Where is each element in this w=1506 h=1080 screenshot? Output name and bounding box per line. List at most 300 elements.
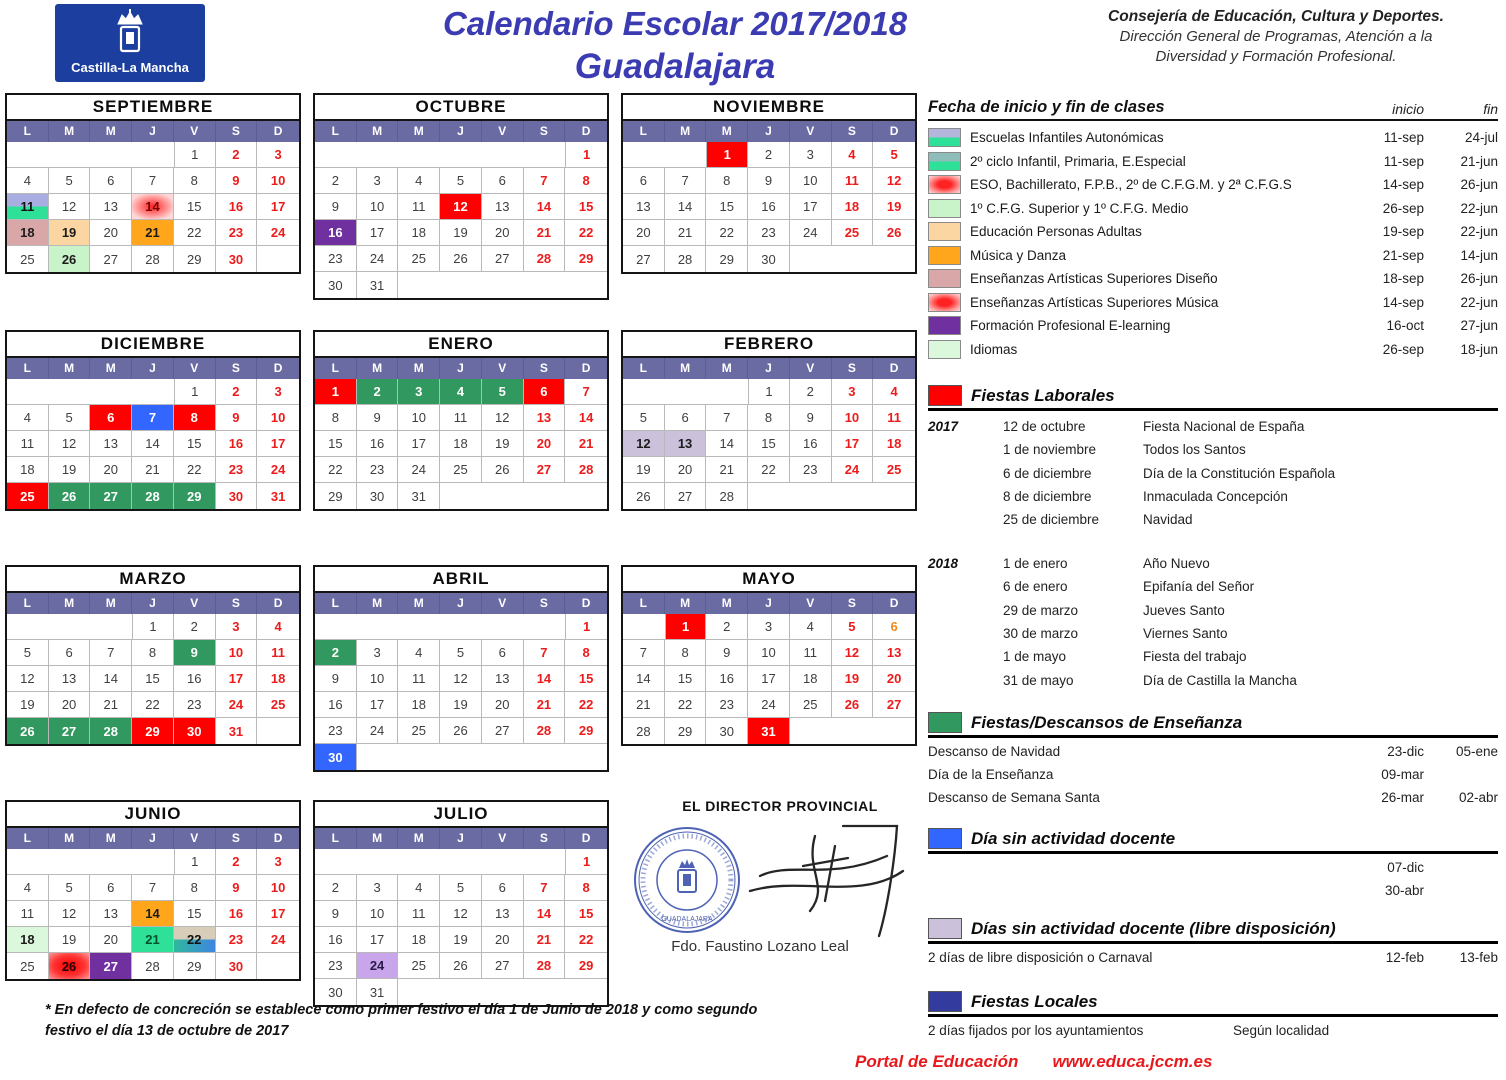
day-cell: 5 [623, 405, 665, 431]
empty-cell [440, 272, 482, 298]
day-header: S [832, 593, 874, 614]
dia-sin-actividad-header [928, 828, 1498, 854]
day-cell: 16 [315, 927, 357, 953]
descanso-row [928, 786, 1498, 809]
day-cell: 5 [440, 168, 482, 194]
empty-cell [49, 379, 91, 405]
fiestas-laborales-2017 [928, 415, 1498, 531]
day-cell: 15 [315, 431, 357, 457]
day-header: M [665, 593, 707, 614]
descanso-row [928, 763, 1498, 786]
empty-cell [7, 379, 49, 405]
day-header: L [315, 828, 357, 849]
day-cell: 26 [49, 246, 91, 272]
legend-swatch [928, 152, 961, 171]
fiesta-name: Fiesta Nacional de España [1143, 419, 1305, 435]
legend-fin: 22-jun [1460, 200, 1498, 216]
day-cell: 8 [565, 640, 607, 666]
day-header: L [623, 121, 665, 142]
legend-swatch [928, 246, 961, 265]
day-cell: 15 [706, 194, 748, 220]
day-cell: 15 [565, 901, 607, 927]
day-header: M [398, 828, 440, 849]
empty-cell [482, 142, 524, 168]
day-cell: 1 [565, 142, 607, 168]
day-header-row [7, 358, 299, 379]
day-header: L [7, 593, 49, 614]
day-cell: 9 [315, 194, 357, 220]
day-cell: 8 [174, 875, 216, 901]
day-cell: 28 [132, 953, 174, 979]
month-grid [315, 614, 607, 770]
day-cell: 24 [357, 953, 399, 979]
day-header: J [132, 593, 174, 614]
day-cell: 9 [315, 666, 357, 692]
month-julio [313, 800, 609, 1007]
day-cell: 15 [748, 431, 790, 457]
day-header: V [482, 121, 524, 142]
day-cell: 13 [482, 194, 524, 220]
empty-cell [357, 744, 399, 770]
day-cell: 10 [357, 194, 399, 220]
day-cell: 8 [315, 405, 357, 431]
day-cell: 24 [357, 718, 399, 744]
day-header-row [315, 593, 607, 614]
legend-row [928, 267, 1498, 291]
day-header: L [7, 828, 49, 849]
empty-cell [790, 718, 832, 744]
day-cell: 20 [873, 666, 915, 692]
day-header-row [315, 121, 607, 142]
day-cell: 6 [665, 405, 707, 431]
day-cell: 8 [706, 168, 748, 194]
day-cell: 1 [565, 849, 607, 875]
day-cell: 25 [398, 953, 440, 979]
day-cell: 10 [398, 405, 440, 431]
day-cell: 9 [790, 405, 832, 431]
empty-cell [132, 142, 174, 168]
day-header: L [315, 358, 357, 379]
footer [855, 1052, 1246, 1072]
day-cell: 20 [482, 927, 524, 953]
libre-disposicion-rows [928, 946, 1498, 969]
fiesta-name: Día de Castilla la Mancha [1143, 672, 1297, 688]
day-cell: 7 [524, 168, 566, 194]
day-cell: 30 [748, 246, 790, 272]
day-cell: 15 [132, 666, 174, 692]
empty-cell [524, 744, 566, 770]
org-line2: Dirección General de Programas, Atención a la [1119, 28, 1433, 45]
day-header-row [7, 593, 299, 614]
empty-cell [524, 142, 566, 168]
day-header: D [581, 124, 591, 138]
day-cell: 18 [873, 431, 915, 457]
fiesta-date: 1 de mayo [1003, 649, 1067, 665]
day-header: V [482, 358, 524, 379]
legend-row [928, 173, 1498, 197]
day-header: J [132, 828, 174, 849]
empty-cell [482, 744, 524, 770]
day-cell: 20 [90, 927, 132, 953]
day-cell: 16 [315, 220, 357, 246]
day-header: S [524, 121, 566, 142]
day-cell: 14 [524, 901, 566, 927]
day-cell: 6 [90, 405, 132, 431]
empty-cell [665, 379, 707, 405]
day-cell: 24 [257, 220, 299, 246]
month-title: OCTUBRE [315, 95, 607, 121]
day-cell: 17 [357, 220, 399, 246]
fiesta-name: Inmaculada Concepción [1143, 489, 1288, 505]
day-cell: 14 [665, 194, 707, 220]
day-cell: 23 [748, 220, 790, 246]
libre-disposicion-label: 2 días de libre disposición o Carnaval [928, 950, 1153, 965]
day-cell: 1 [565, 614, 607, 640]
day-cell: 19 [7, 692, 49, 718]
day-header-row [623, 121, 915, 142]
day-header: J [440, 358, 482, 379]
day-cell: 23 [315, 953, 357, 979]
empty-cell [398, 272, 440, 298]
day-header: V [174, 121, 216, 142]
day-cell: 11 [832, 168, 874, 194]
day-cell: 9 [216, 405, 258, 431]
logo-text: Castilla-La Mancha [71, 60, 189, 75]
day-cell: 14 [524, 666, 566, 692]
day-header: L [623, 358, 665, 379]
legend-row [928, 314, 1498, 338]
org-block [1052, 6, 1500, 67]
day-cell: 25 [440, 457, 482, 483]
day-cell: 18 [398, 692, 440, 718]
empty-cell [482, 272, 524, 298]
legend-label: Enseñanzas Artísticas Superiores Diseño [970, 271, 1218, 287]
fiesta-laboral-row [928, 622, 1498, 645]
day-cell: 19 [873, 194, 915, 220]
day-cell: 13 [482, 901, 524, 927]
fiesta-laboral-row [928, 462, 1498, 485]
legend-rows [928, 126, 1498, 361]
day-cell: 4 [398, 168, 440, 194]
day-cell: 22 [665, 692, 707, 718]
day-cell: 2 [174, 614, 216, 640]
day-cell: 26 [623, 483, 665, 509]
legend-fin: 18-jun [1460, 341, 1498, 357]
day-cell: 25 [7, 953, 49, 979]
day-cell: 1 [174, 849, 216, 875]
empty-cell [565, 483, 607, 509]
day-cell: 16 [216, 431, 258, 457]
empty-cell [440, 142, 482, 168]
day-cell: 26 [49, 483, 91, 509]
day-cell: 4 [440, 379, 482, 405]
day-cell: 24 [832, 457, 874, 483]
day-cell: 29 [665, 718, 707, 744]
empty-cell [832, 718, 874, 744]
fiestas-laborales-swatch [928, 385, 962, 406]
day-cell: 31 [216, 718, 258, 744]
day-cell: 24 [257, 927, 299, 953]
legend-inicio: 14-sep [1382, 294, 1424, 310]
month-title: SEPTIEMBRE [7, 95, 299, 121]
day-cell: 26 [440, 246, 482, 272]
day-header: D [273, 124, 283, 138]
descanso-label: Descanso de Navidad [928, 744, 1061, 759]
dia-sin-actividad-row [928, 879, 1498, 902]
day-cell: 1 [315, 379, 357, 405]
month-junio [5, 800, 301, 981]
day-cell: 28 [524, 718, 566, 744]
day-cell: 21 [132, 220, 174, 246]
title-line2: Guadalajara [574, 47, 776, 86]
dia-sin-actividad-swatch [928, 828, 962, 849]
day-cell: 22 [132, 692, 174, 718]
day-cell: 19 [482, 431, 524, 457]
day-cell: 3 [357, 640, 399, 666]
legend-row [928, 197, 1498, 221]
day-cell: 12 [873, 168, 915, 194]
fiesta-name: Epifanía del Señor [1143, 579, 1255, 595]
director-signed: Fdo. Faustino Lozano Leal [671, 938, 849, 955]
day-cell: 4 [7, 405, 49, 431]
day-cell: 16 [790, 431, 832, 457]
day-cell: 13 [665, 431, 707, 457]
legend-inicio: 14-sep [1382, 177, 1424, 193]
day-cell: 13 [482, 666, 524, 692]
day-cell: 26 [482, 457, 524, 483]
footnote-line2: festivo el día 13 de octubre de 2017 [45, 1023, 289, 1039]
title-line1: Calendario Escolar 2017/2018 [442, 5, 908, 42]
day-cell: 12 [832, 640, 874, 666]
day-cell: 2 [357, 379, 399, 405]
day-cell: 17 [357, 692, 399, 718]
fiestas-laborales-header [928, 385, 1498, 411]
day-header: V [790, 121, 832, 142]
day-header: V [174, 358, 216, 379]
day-cell: 30 [706, 718, 748, 744]
day-cell: 3 [257, 379, 299, 405]
day-cell: 7 [132, 168, 174, 194]
empty-cell [257, 718, 299, 744]
day-cell: 28 [90, 718, 132, 744]
day-cell: 11 [7, 901, 49, 927]
month-grid [7, 379, 299, 509]
day-cell: 5 [49, 875, 91, 901]
day-cell: 30 [216, 483, 258, 509]
empty-cell [398, 744, 440, 770]
legend-inicio: 11-sep [1383, 153, 1424, 169]
day-header: S [832, 121, 874, 142]
day-header: D [581, 596, 591, 610]
day-cell: 17 [257, 431, 299, 457]
month-abril [313, 565, 609, 772]
day-cell: 24 [398, 457, 440, 483]
month-grid [623, 142, 915, 272]
fiesta-local-row [928, 1019, 1498, 1042]
libre-disposicion-header [928, 918, 1498, 944]
day-cell: 10 [257, 875, 299, 901]
day-header: J [440, 828, 482, 849]
day-cell: 14 [132, 901, 174, 927]
day-header-row [315, 358, 607, 379]
empty-cell [524, 614, 566, 640]
fiesta-date: 1 de noviembre [1003, 442, 1097, 458]
day-header: V [174, 593, 216, 614]
day-header: M [90, 593, 132, 614]
day-header: J [440, 593, 482, 614]
day-header: S [216, 828, 258, 849]
day-header: M [398, 358, 440, 379]
day-cell: 18 [790, 666, 832, 692]
day-cell: 3 [257, 849, 299, 875]
day-cell: 9 [216, 875, 258, 901]
day-cell: 12 [49, 901, 91, 927]
day-cell: 17 [790, 194, 832, 220]
day-cell: 5 [49, 168, 91, 194]
day-cell: 26 [832, 692, 874, 718]
day-cell: 24 [216, 692, 258, 718]
day-cell: 2 [315, 640, 357, 666]
day-cell: 29 [565, 246, 607, 272]
day-cell: 4 [398, 875, 440, 901]
day-cell: 3 [357, 875, 399, 901]
day-cell: 9 [748, 168, 790, 194]
day-header: D [581, 361, 591, 375]
empty-cell [623, 142, 665, 168]
legend-swatch [928, 222, 961, 241]
day-cell: 1 [706, 142, 748, 168]
page-title [350, 2, 1000, 88]
day-header: D [273, 596, 283, 610]
day-cell: 25 [873, 457, 915, 483]
day-header: S [524, 358, 566, 379]
day-cell: 28 [665, 246, 707, 272]
day-cell: 17 [398, 431, 440, 457]
day-cell: 31 [357, 979, 399, 1005]
descanso-label: Día de la Enseñanza [928, 767, 1054, 782]
day-cell: 26 [873, 220, 915, 246]
day-cell: 10 [216, 640, 258, 666]
day-cell: 22 [315, 457, 357, 483]
fiesta-laboral-row [928, 415, 1498, 438]
day-cell: 10 [257, 405, 299, 431]
day-cell: 18 [440, 431, 482, 457]
day-cell: 9 [174, 640, 216, 666]
day-cell: 21 [132, 457, 174, 483]
fiesta-date: 8 de diciembre [1003, 489, 1092, 505]
fiesta-date: 30 de marzo [1003, 626, 1079, 642]
month-grid [315, 379, 607, 509]
empty-cell [132, 379, 174, 405]
day-cell: 14 [132, 431, 174, 457]
stamp-city-text: GUADALAJARA [661, 916, 713, 923]
day-cell: 19 [49, 927, 91, 953]
legend-inicio: 18-sep [1382, 271, 1424, 287]
day-cell: 11 [7, 431, 49, 457]
day-cell: 27 [524, 457, 566, 483]
day-header: M [706, 593, 748, 614]
libre-disposicion-title: Días sin actividad docente (libre disposición) [971, 918, 1336, 938]
day-header: M [49, 121, 91, 142]
day-cell: 3 [790, 142, 832, 168]
director-block [630, 798, 930, 814]
fiesta-date: 31 de mayo [1003, 672, 1074, 688]
day-cell: 12 [440, 901, 482, 927]
day-header: M [357, 121, 399, 142]
descanso-label: Descanso de Semana Santa [928, 790, 1100, 805]
day-cell: 13 [90, 431, 132, 457]
legend-row [928, 244, 1498, 268]
day-cell: 12 [623, 431, 665, 457]
day-cell: 4 [832, 142, 874, 168]
legend-fin: 14-jun [1460, 247, 1498, 263]
day-cell: 30 [216, 246, 258, 272]
empty-cell [748, 483, 790, 509]
legend-label: 1º C.F.G. Superior y 1º C.F.G. Medio [970, 200, 1189, 216]
descansos-title: Fiestas/Descansos de Enseñanza [971, 712, 1243, 732]
day-cell: 14 [565, 405, 607, 431]
day-header: L [315, 121, 357, 142]
day-cell: 7 [665, 168, 707, 194]
day-cell: 7 [132, 875, 174, 901]
day-header: J [132, 358, 174, 379]
day-cell: 10 [748, 640, 790, 666]
day-cell: 1 [748, 379, 790, 405]
empty-cell [524, 272, 566, 298]
day-cell: 10 [357, 901, 399, 927]
day-cell: 11 [398, 901, 440, 927]
day-header: J [748, 121, 790, 142]
day-cell: 5 [440, 640, 482, 666]
day-cell: 19 [440, 220, 482, 246]
legend-header [928, 98, 1498, 121]
fiesta-name: Año Nuevo [1143, 556, 1210, 572]
empty-cell [440, 483, 482, 509]
day-cell: 22 [174, 927, 216, 953]
month-grid [623, 614, 915, 744]
month-enero [313, 330, 609, 511]
descanso-from: 26-mar [1381, 790, 1424, 805]
day-cell: 9 [706, 640, 748, 666]
day-cell: 19 [832, 666, 874, 692]
fiestas-locales-header [928, 991, 1498, 1017]
day-cell: 18 [398, 220, 440, 246]
empty-cell [398, 614, 440, 640]
day-cell: 13 [623, 194, 665, 220]
day-cell: 18 [398, 927, 440, 953]
day-cell: 11 [7, 194, 49, 220]
day-cell: 8 [565, 875, 607, 901]
day-header: M [706, 358, 748, 379]
day-cell: 15 [174, 194, 216, 220]
day-cell: 17 [832, 431, 874, 457]
empty-cell [132, 849, 174, 875]
empty-cell [873, 483, 915, 509]
day-header: V [174, 828, 216, 849]
month-grid [315, 849, 607, 1005]
day-cell: 6 [90, 168, 132, 194]
day-header: V [790, 358, 832, 379]
empty-cell [440, 744, 482, 770]
day-cell: 10 [832, 405, 874, 431]
day-cell: 20 [90, 457, 132, 483]
day-cell: 30 [357, 483, 399, 509]
fiesta-name: Jueves Santo [1143, 602, 1225, 618]
day-cell: 31 [748, 718, 790, 744]
day-header: S [524, 593, 566, 614]
day-cell: 19 [49, 220, 91, 246]
day-cell: 7 [90, 640, 132, 666]
